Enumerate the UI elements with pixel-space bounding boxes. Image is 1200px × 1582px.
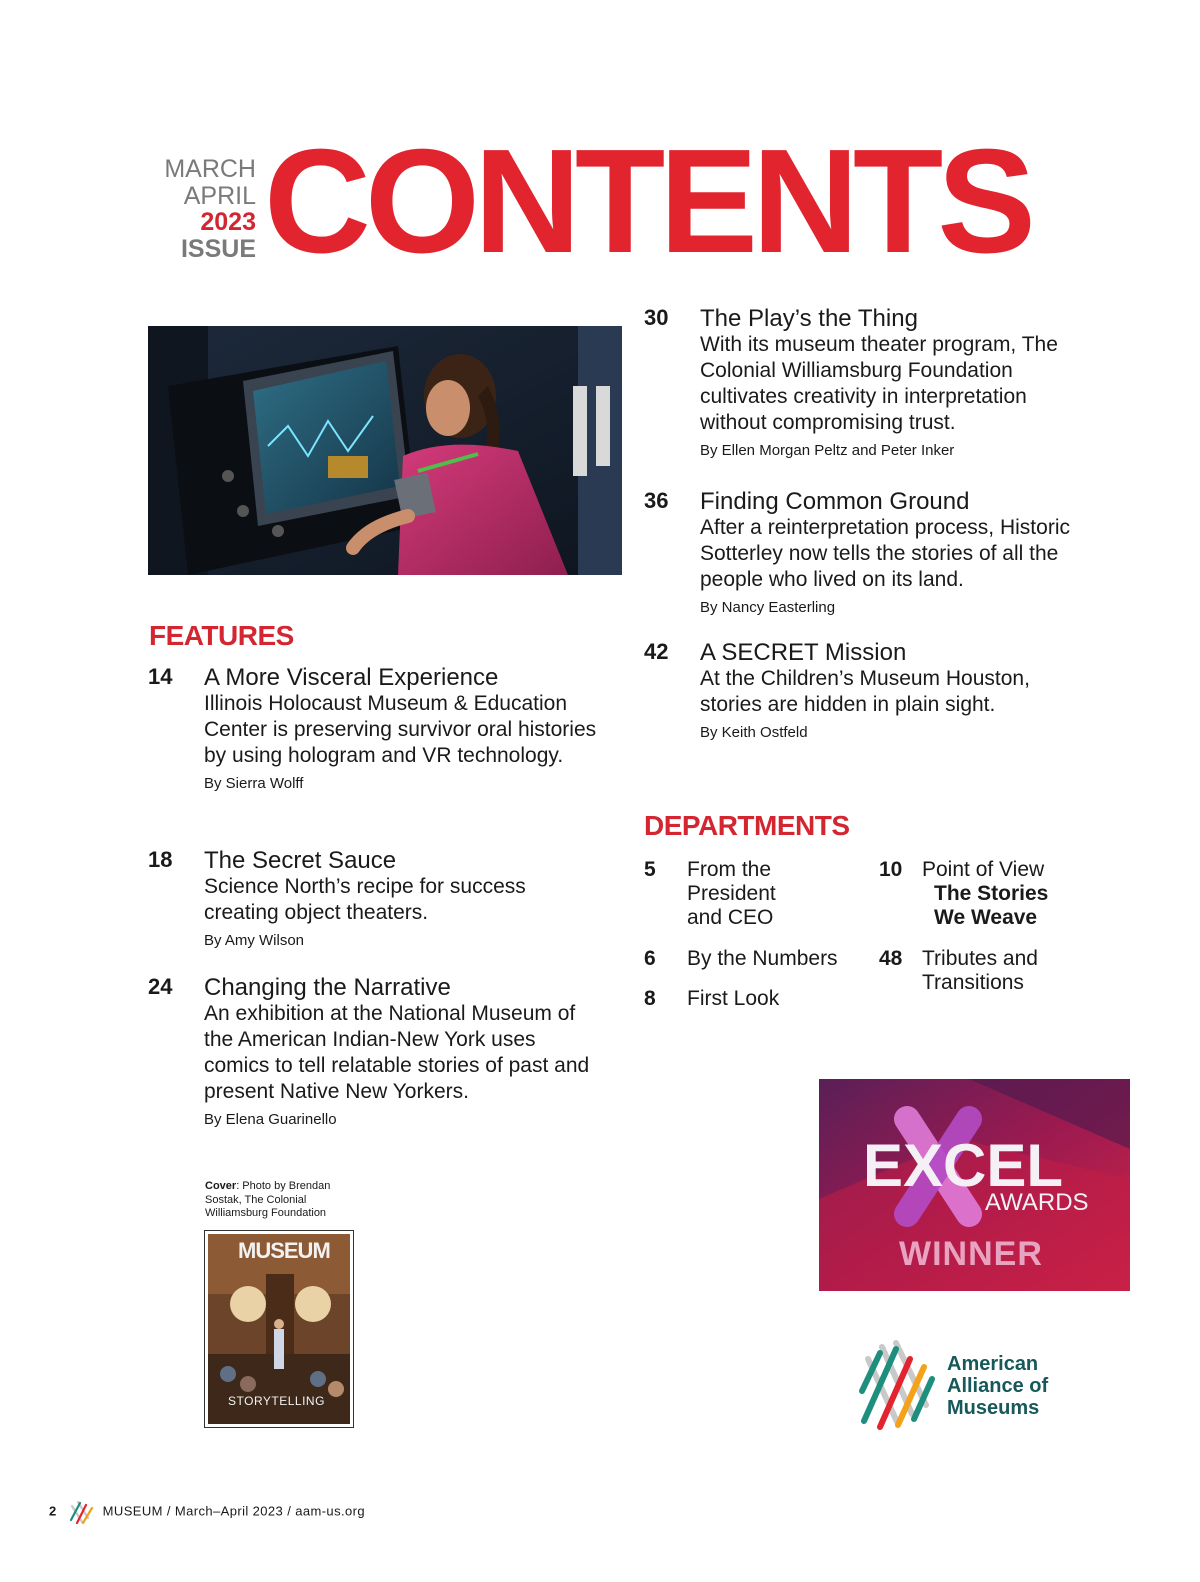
department-page-number: 6 xyxy=(644,947,656,970)
cover-caption xyxy=(205,1180,355,1221)
feature-description: Illinois Holocaust Museum & Education Center is preserving survivor oral histories by using hologram and VR technology. xyxy=(204,692,597,767)
feature-page-number: 24 xyxy=(148,974,173,999)
feature-page-number: 14 xyxy=(148,664,173,689)
issue-month-2: APRIL xyxy=(183,181,256,210)
department-entry[interactable] xyxy=(879,858,1099,934)
issue-date xyxy=(120,156,256,262)
feature-byline: By Nancy Easterling xyxy=(700,599,836,616)
department-title-line: President xyxy=(687,882,776,905)
department-page-number: 8 xyxy=(644,987,656,1010)
aam-name-line: Alliance of xyxy=(947,1375,1049,1397)
feature-description: Science North’s recipe for success creating object theaters. xyxy=(204,875,526,924)
excel-awards-badge xyxy=(819,1079,1130,1291)
feature-entry[interactable] xyxy=(148,847,628,952)
footer-issue: / March–April 2023 / aam-us.org xyxy=(162,1503,365,1519)
cover-kicker: STORYTELLING xyxy=(228,1394,325,1408)
aam-logo xyxy=(858,1339,1058,1431)
feature-description: After a reinterpretation process, Historic Sotterley now tells the stories of all the people who lived on its land. xyxy=(700,516,1070,591)
feature-entry[interactable] xyxy=(644,305,1104,465)
feature-description: At the Children’s Museum Houston, stories are hidden in plain sight. xyxy=(700,667,1030,716)
award-title: EXCEL xyxy=(863,1132,1064,1199)
feature-entry[interactable] xyxy=(148,974,628,1134)
feature-description: With its museum theater program, The Colonial Williamsburg Foundation cultivates creativity in interpretation without compromising trust. xyxy=(700,333,1058,434)
department-page-number: 5 xyxy=(644,858,656,881)
feature-page-number: 30 xyxy=(644,305,669,330)
feature-byline: By Amy Wilson xyxy=(204,932,305,949)
page-title: CONTENTS xyxy=(264,119,1030,284)
feature-byline: By Keith Ostfeld xyxy=(700,724,808,741)
feature-photo xyxy=(148,326,622,575)
department-entry[interactable] xyxy=(644,987,864,1015)
magazine-cover-thumbnail[interactable] xyxy=(204,1230,354,1428)
feature-byline: By Ellen Morgan Peltz and Peter Inker xyxy=(700,442,955,459)
footer-publication: MUSEUM xyxy=(102,1503,163,1519)
footer-page-number: 2 xyxy=(49,1503,57,1519)
department-entry[interactable] xyxy=(644,858,864,934)
department-title: Point of View xyxy=(922,858,1045,881)
department-entry[interactable] xyxy=(879,947,1099,999)
feature-title: Changing the Narrative xyxy=(204,974,451,1001)
feature-entry[interactable] xyxy=(148,664,628,824)
cover-caption-text: : Photo by Brendan Sostak, The Colonial Williamsburg Foundation xyxy=(205,1180,331,1219)
feature-byline: By Elena Guarinello xyxy=(204,1111,337,1128)
cover-image xyxy=(208,1234,350,1424)
feature-title: Finding Common Ground xyxy=(700,488,970,515)
feature-page-number: 42 xyxy=(644,639,669,664)
cover-caption-label: Cover xyxy=(205,1180,237,1192)
department-title: By the Numbers xyxy=(687,947,838,970)
department-page-number: 10 xyxy=(879,858,903,881)
issue-label: ISSUE xyxy=(180,234,256,263)
aam-mark-icon xyxy=(858,1339,938,1431)
department-entry[interactable] xyxy=(644,947,864,975)
feature-page-number: 18 xyxy=(148,847,173,872)
feature-title: A More Visceral Experience xyxy=(204,664,499,691)
department-title-line: From the xyxy=(687,858,772,881)
issue-year: 2023 xyxy=(200,208,256,236)
aam-name-line: Museums xyxy=(947,1397,1040,1419)
departments-heading: DEPARTMENTS xyxy=(644,810,850,841)
award-winner-label: WINNER xyxy=(899,1235,1043,1273)
department-subtitle: The Stories xyxy=(934,882,1049,905)
feature-entry[interactable] xyxy=(644,488,1104,618)
feature-title: A SECRET Mission xyxy=(700,639,907,666)
feature-page-number: 36 xyxy=(644,488,669,513)
department-title-line: Tributes and xyxy=(922,947,1038,970)
department-title: First Look xyxy=(687,987,780,1010)
aam-mini-logo-icon xyxy=(69,1500,95,1524)
award-subtitle: AWARDS xyxy=(985,1189,1089,1216)
feature-entry[interactable] xyxy=(644,639,1104,749)
child-at-touchscreen-illustration xyxy=(148,326,622,575)
features-heading: FEATURES xyxy=(149,620,294,651)
feature-title: The Play’s the Thing xyxy=(700,305,918,332)
issue-month-1: MARCH xyxy=(164,155,256,183)
aam-name-line: American xyxy=(947,1353,1039,1375)
department-title-line: Transitions xyxy=(922,971,1024,994)
feature-byline: By Sierra Wolff xyxy=(204,775,304,792)
feature-description: An exhibition at the National Museum of the American Indian-New York uses comics to tell relatable stories of past and present Native New Yorkers. xyxy=(204,1002,590,1103)
page-footer xyxy=(49,1500,365,1524)
cover-masthead: MUSEUM xyxy=(238,1238,330,1263)
department-title-line: and CEO xyxy=(687,906,774,929)
department-page-number: 48 xyxy=(879,947,903,970)
feature-title: The Secret Sauce xyxy=(204,847,397,874)
department-subtitle: We Weave xyxy=(934,906,1038,929)
